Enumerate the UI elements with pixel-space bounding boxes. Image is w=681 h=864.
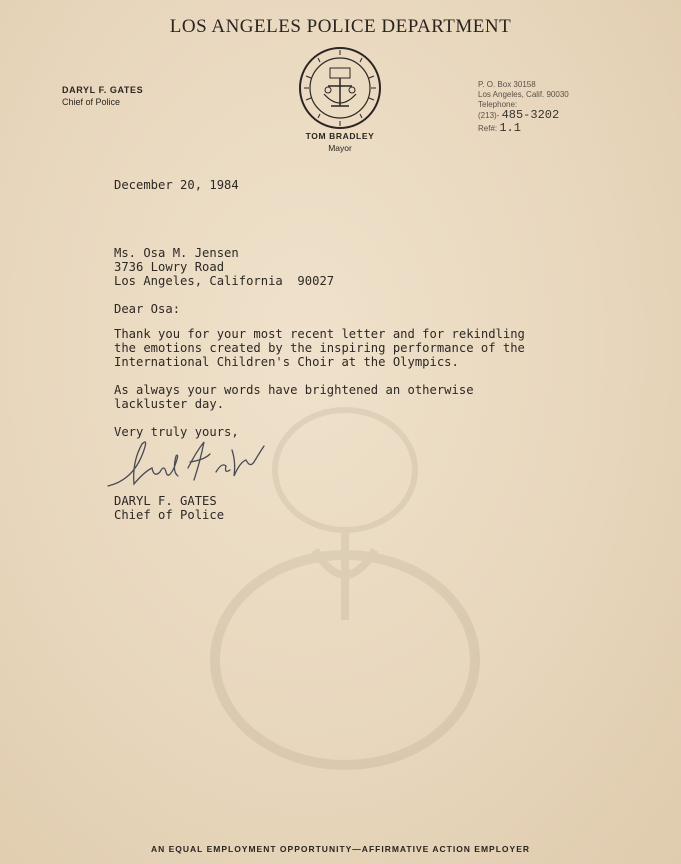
closing: Very truly yours, — [114, 425, 239, 439]
lapd-seal-icon — [298, 46, 382, 130]
chief-name: DARYL F. GATES — [62, 85, 144, 95]
recipient-street: 3736 Lowry Road — [114, 260, 225, 274]
watermark-emblem-icon — [205, 360, 485, 770]
signer-title: Chief of Police — [114, 508, 225, 522]
department-name: LOS ANGELES POLICE DEPARTMENT — [169, 16, 512, 37]
area-code: (213)- — [478, 111, 500, 120]
footer-eeo-statement: AN EQUAL EMPLOYMENT OPPORTUNITY—AFFIRMATIVE ACTION EMPLOYER — [150, 844, 531, 854]
salutation: Dear Osa: — [114, 302, 181, 316]
paragraph1-line: Thank you for your most recent letter and for rekindling — [114, 327, 525, 341]
ref-value: 1.1 — [499, 121, 521, 135]
signer-name: DARYL F. GATES — [114, 494, 217, 508]
paragraph2-line: As always your words have brightened an otherwise — [114, 383, 474, 397]
mayor-title: Mayor — [328, 143, 352, 153]
phone-number: 485-3202 — [501, 108, 560, 122]
recipient-name: Ms. Osa M. Jensen — [114, 246, 239, 260]
ref-label: Ref#: — [478, 124, 498, 133]
paragraph2-line: lackluster day. — [114, 397, 225, 411]
mayor-name: TOM BRADLEY — [305, 131, 375, 141]
telephone-line — [478, 110, 559, 121]
recipient-city: Los Angeles, California 90027 — [114, 274, 335, 288]
po-box: P. O. Box 30158 — [478, 80, 536, 89]
paragraph1-line: International Children's Choir at the Olympics. — [114, 355, 459, 369]
signature — [104, 432, 274, 494]
reference-line — [478, 123, 521, 134]
letter-date: December 20, 1984 — [114, 178, 239, 192]
paragraph1-line: the emotions created by the inspiring performance of the — [114, 341, 525, 355]
telephone-label: Telephone: — [478, 100, 518, 109]
chief-title: Chief of Police — [62, 97, 121, 107]
mailing-city: Los Angeles, Calif. 90030 — [478, 90, 569, 99]
